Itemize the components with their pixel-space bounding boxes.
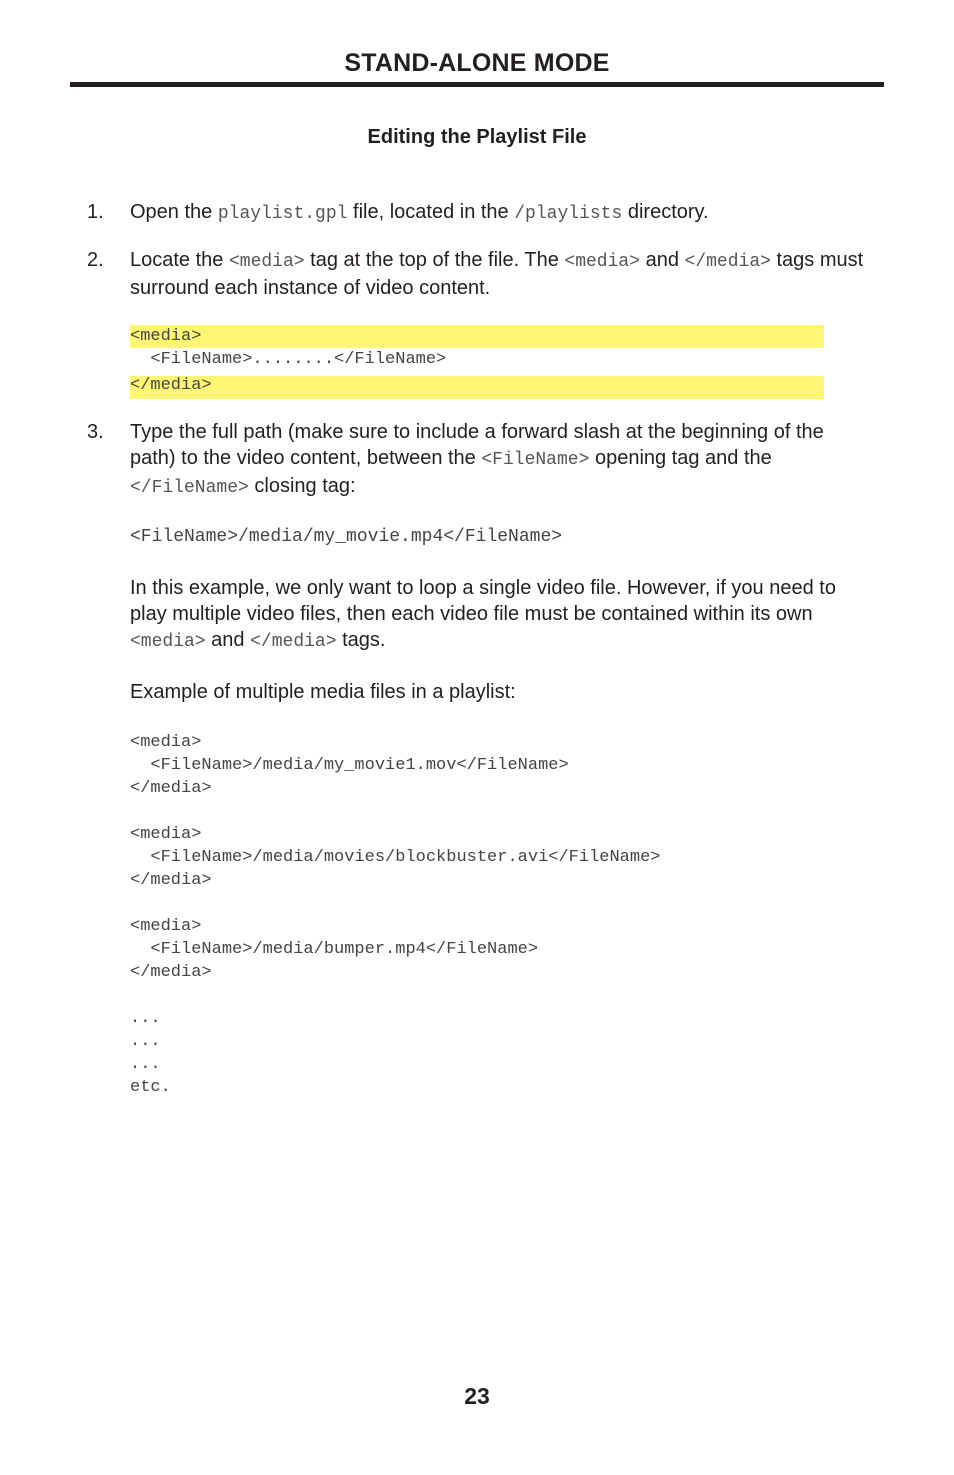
- code-run: <media>: [130, 632, 206, 652]
- step-number: 2.: [87, 249, 104, 271]
- page-header-title: STAND-ALONE MODE: [344, 49, 610, 77]
- text-run: directory.: [622, 201, 709, 223]
- text-run: tag at the top of the file. The: [304, 249, 565, 271]
- paragraph-example-label: Example of multiple media files in a playlist:: [130, 681, 516, 703]
- section-title: Editing the Playlist File: [367, 126, 587, 148]
- text-run: Type the full path (make sure to include a forward slash at the beginning of the path) to the video content, between the: [130, 421, 824, 469]
- code-line: </media>: [130, 376, 212, 395]
- code-example: <FileName>/media/my_movie.mp4</FileName>: [130, 527, 563, 547]
- text-run: closing tag:: [248, 475, 356, 497]
- text-run: file, located in the: [347, 201, 515, 223]
- step-number: 1.: [87, 201, 104, 223]
- paragraph-loop-explanation: [130, 575, 865, 655]
- code-line: <media>: [130, 327, 202, 346]
- code-run: </FileName>: [130, 478, 249, 498]
- code-run: /playlists: [514, 204, 623, 224]
- code-run: playlist.gpl: [217, 204, 348, 224]
- code-line: <FileName>........</FileName>: [130, 350, 447, 369]
- step-text: [130, 199, 865, 227]
- text-run: tags must surround each instance of video content.: [130, 249, 864, 299]
- highlight-bar: [130, 376, 824, 399]
- text-run: tags.: [336, 629, 386, 651]
- text-run: opening tag and the: [589, 447, 772, 469]
- step-number: 3.: [87, 421, 104, 443]
- highlight-bar: [130, 325, 824, 348]
- code-run: <media>: [564, 252, 641, 272]
- text-run: and: [640, 249, 685, 271]
- text-run: and: [205, 629, 251, 651]
- code-run: <FileName>: [481, 450, 590, 470]
- code-block-multiple-media: <media> <FileName>/media/my_movie1.mov</FileName> </media> <media> <FileName>/media/movies/blockbuster.avi</FileName> </media> <media> <FileName>/media/bumper.mp4</FileName> </media> ... ... ... etc.: [130, 733, 661, 1097]
- code-run: </media>: [250, 632, 337, 652]
- step-text: [130, 247, 865, 301]
- text-run: Open the: [130, 201, 218, 223]
- code-run: </media>: [684, 252, 771, 272]
- text-run: In this example, we only want to loop a single video file. However, if you need to play multiple video files, then each video file must be contained within its own: [130, 577, 836, 625]
- text-run: Locate the: [130, 249, 229, 271]
- code-run: <media>: [228, 252, 305, 272]
- page-number: 23: [464, 1383, 490, 1409]
- header-rule: [70, 82, 884, 87]
- step-text: [130, 419, 855, 501]
